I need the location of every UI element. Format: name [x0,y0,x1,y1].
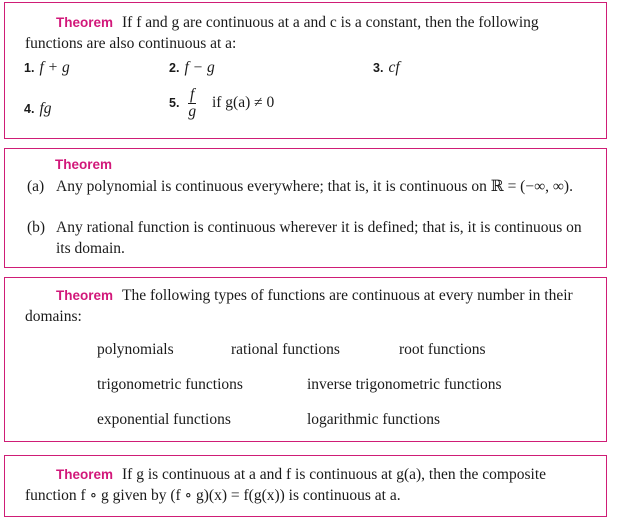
quotient-fraction [188,87,196,120]
function-type: polynomials [97,341,174,358]
item-tag: (b) [27,219,46,236]
item-number: 1. [24,61,35,75]
theorem-box-composite [4,455,607,517]
item-number: 5. [169,96,180,111]
theorem-text: If f and g are continuous at a and c is a constant, then the following functions are also continuous at a: [25,14,539,52]
function-type: root functions [399,341,486,358]
function-type: exponential functions [97,411,231,428]
theorem-label: Theorem [55,157,113,172]
item-expression: cf [388,59,400,76]
theorem-box-arithmetic [4,2,607,139]
theorem-text: The following types of functions are continuous at every number in their domains: [25,287,573,325]
function-type: rational functions [231,341,340,358]
item-tag: (a) [27,178,45,195]
theorem-box-function-types [4,277,607,442]
item-expression: f + g [39,59,70,76]
theorem-statement [25,12,588,54]
list-item [169,59,215,77]
item-number: 4. [24,102,35,116]
fraction-numerator: f [190,86,195,103]
function-type: trigonometric functions [97,376,243,393]
item-expression: f − g [184,59,215,76]
list-item [27,176,587,197]
theorem-text: If g is continuous at a and f is continuous at g(a), then the composite function f ∘ g given by (f ∘ g)(x) = f(g(x)) is continuous at a. [25,466,547,504]
theorem-label: Theorem [56,288,114,303]
function-type: logarithmic functions [307,411,441,428]
list-item [27,217,587,259]
list-item [24,59,70,77]
item-text: Any polynomial is continuous everywhere; that is, it is continuous on ℝ = (−∞, ∞). [56,178,573,195]
list-item [24,100,52,118]
theorem-label: Theorem [56,15,114,30]
function-type: inverse trigonometric functions [307,376,502,393]
item-condition: if g(a) ≠ 0 [211,94,275,112]
theorem-box-polynomial-rational [4,148,607,268]
theorem-statement [25,464,588,506]
list-item [169,87,274,120]
fraction-denominator: g [188,103,197,120]
theorem-label: Theorem [56,467,114,482]
item-expression: fg [39,100,52,117]
list-item [373,59,400,77]
item-text: Any rational function is continuous wherever it is defined; that is, it is continuous on its domain. [56,219,582,257]
item-number: 3. [373,61,384,75]
item-number: 2. [169,61,180,75]
theorem-statement [25,285,588,327]
